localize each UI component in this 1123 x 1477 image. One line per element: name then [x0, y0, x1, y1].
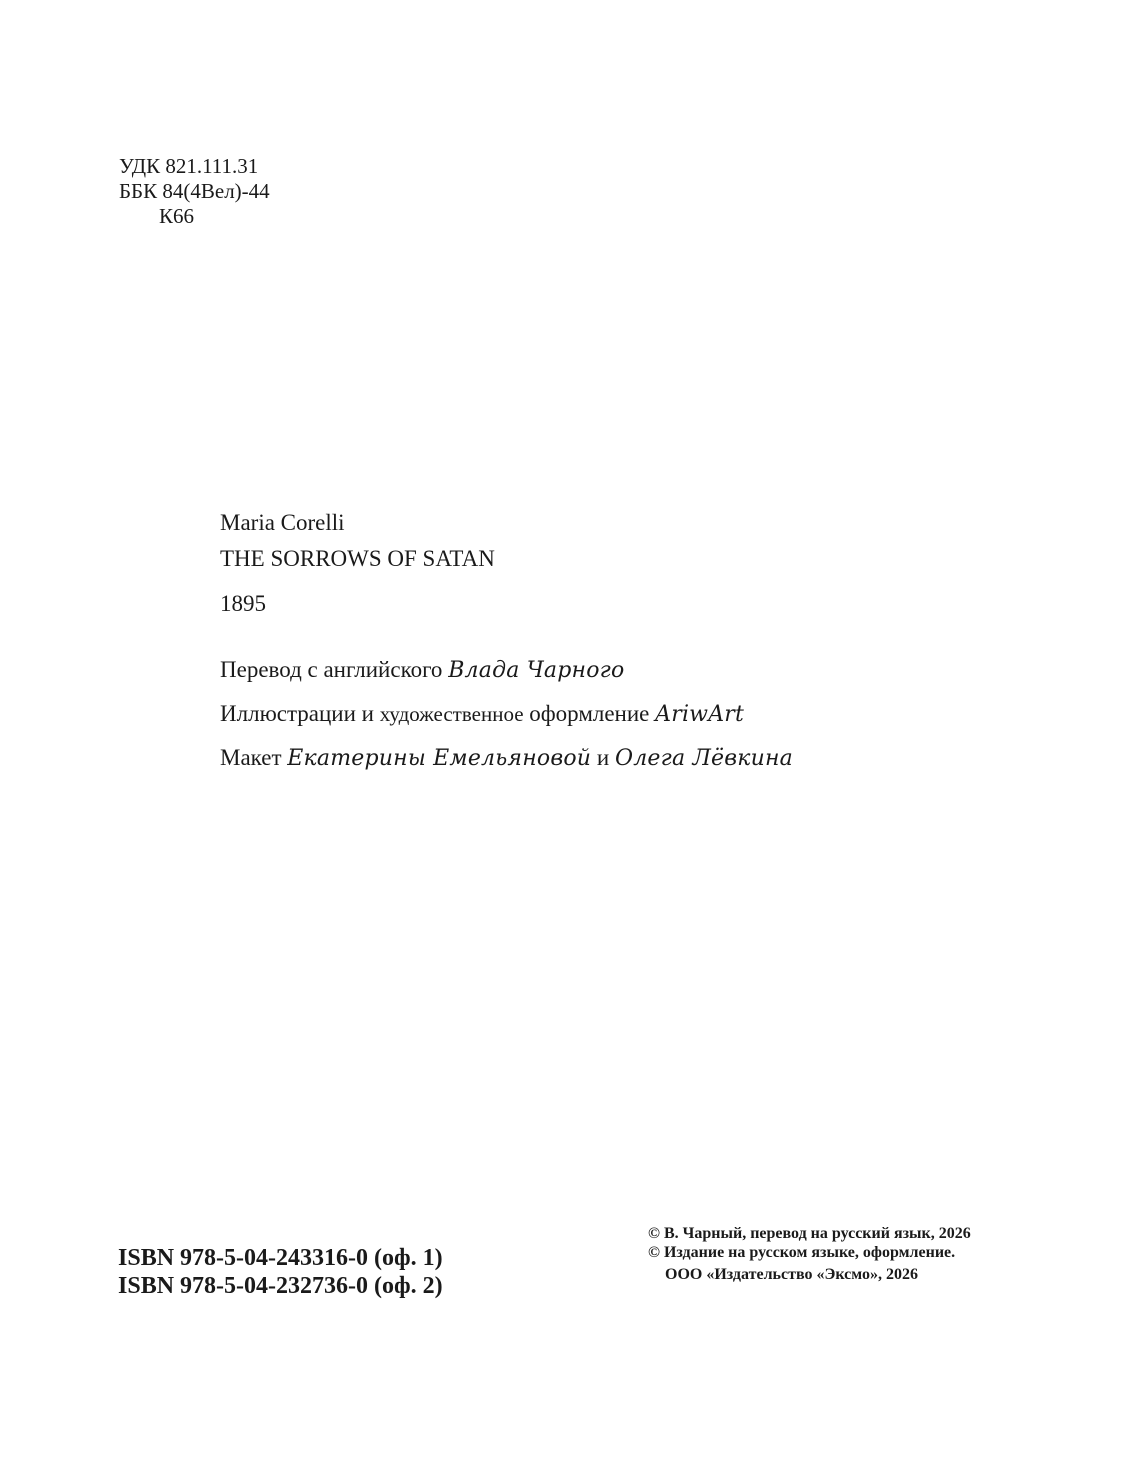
illustrations-label-mid: художественное [379, 702, 524, 726]
copyright-publisher: ООО «Издательство «Эксмо», 2026 [665, 1266, 918, 1283]
author-mark: К66 [159, 204, 195, 228]
layout-designer-1: Екатерины Емельяновой [287, 746, 592, 771]
isbn-1: ISBN 978-5-04-243316-0 (оф. 1) [118, 1245, 443, 1271]
layout-conjunction: и [591, 745, 615, 770]
isbn-block [118, 1244, 443, 1300]
translation-credit [220, 654, 793, 698]
isbn-2: ISBN 978-5-04-232736-0 (оф. 2) [118, 1273, 443, 1299]
original-year: 1895 [220, 591, 266, 616]
original-edition-info [220, 508, 495, 619]
copyright-edition: © Издание на русском языке, оформление. [648, 1244, 956, 1261]
layout-designer-2: Олега Лёвкина [614, 746, 793, 771]
illustration-credit [220, 698, 793, 742]
credits-block [220, 654, 793, 786]
translation-label: Перевод с английского [220, 657, 449, 682]
udk-code: УДК 821.111.31 [119, 154, 259, 178]
illustrations-label-tail: оформление [523, 701, 656, 726]
copyright-notice [648, 1224, 971, 1284]
layout-credit [220, 742, 793, 786]
original-title: THE SORROWS OF SATAN [220, 546, 495, 571]
library-classification [119, 154, 270, 229]
illustrations-label: Иллюстрации и [220, 701, 380, 726]
bbk-code: ББК 84(4Вел)-44 [119, 179, 270, 203]
copyright-translation: © В. Чарный, перевод на русский язык, 2026 [648, 1225, 971, 1242]
original-author: Maria Corelli [220, 510, 345, 535]
layout-label: Макет [220, 745, 288, 770]
illustrator-name: AriwArt [655, 702, 745, 727]
translator-name: Влада Чарного [448, 658, 625, 683]
